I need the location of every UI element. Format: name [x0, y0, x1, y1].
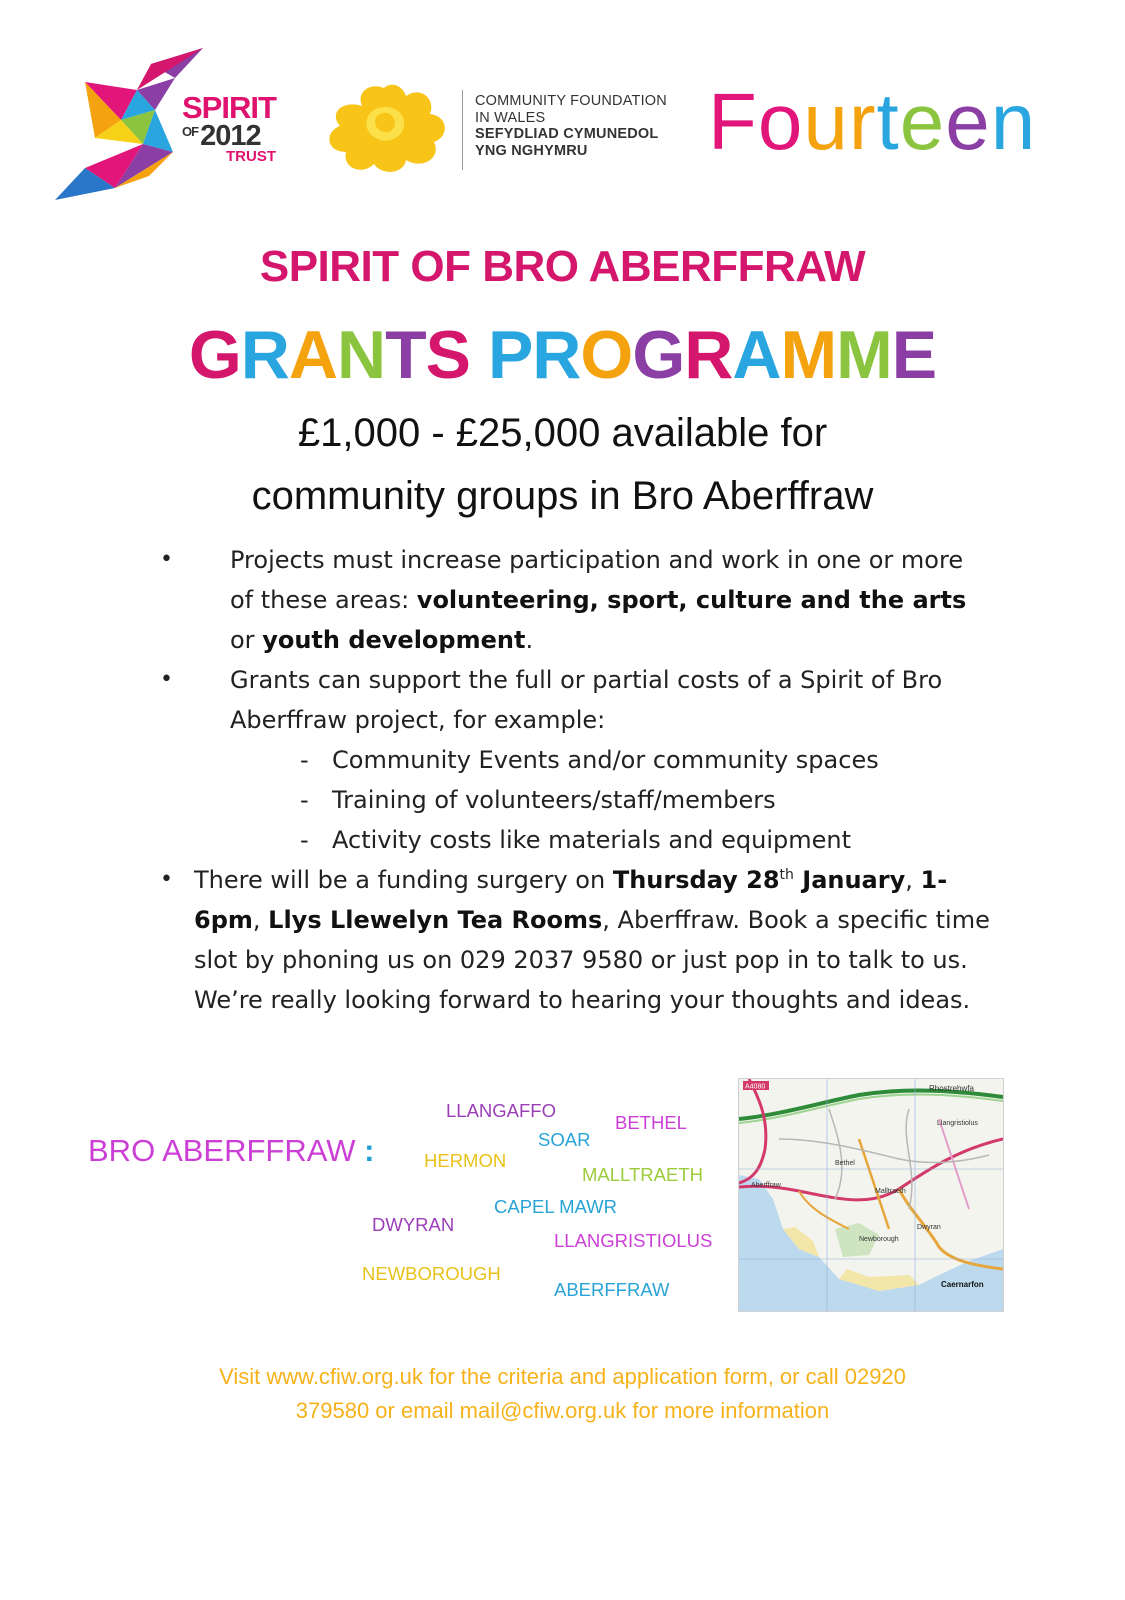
cfw-line1: COMMUNITY FOUNDATION	[475, 93, 667, 109]
map-label-dwyran: Dwyran	[917, 1224, 941, 1231]
places-label-text: BRO ABERFFRAW	[88, 1133, 356, 1168]
fourteen-logo-letter: u	[803, 77, 849, 166]
map-label-bethel: Bethel	[835, 1160, 855, 1167]
bullet-dot: •	[160, 867, 173, 892]
place-soar: SOAR	[538, 1129, 591, 1150]
grants-programme-letter	[470, 317, 488, 393]
bullet-funding-surgery	[160, 860, 990, 1020]
list-item-text: Training of volunteers/staff/members	[332, 786, 776, 814]
fourteen-logo-letter: r	[848, 77, 877, 166]
spirit-of-2012-logo-text	[182, 92, 276, 164]
amount-line-1: £1,000 - £25,000 available for	[297, 411, 828, 455]
dash: -	[300, 746, 309, 774]
spirit-logo-line1: SPIRIT	[182, 90, 276, 125]
list-item-text: Community Events and/or community spaces	[332, 746, 879, 774]
bro-aberffraw-label	[88, 1133, 375, 1169]
grants-programme-letter: O	[580, 317, 633, 393]
map-label-llangristiolus: Llangristiolus	[937, 1120, 978, 1127]
place-llangristiolus: LLANGRISTIOLUS	[554, 1230, 713, 1251]
grants-programme-letter: A	[732, 317, 781, 393]
spirit-logo-line2	[182, 122, 276, 151]
sep: ,	[252, 906, 269, 934]
grants-programme-letter: M	[836, 317, 892, 393]
grants-programme-heading	[0, 316, 1125, 394]
fourteen-logo-letter: e	[899, 77, 946, 166]
spirit-logo-line3: TRUST	[226, 148, 276, 165]
dash: -	[300, 826, 309, 854]
grants-programme-letter: N	[337, 317, 386, 393]
community-foundation-wales-logo	[475, 93, 667, 159]
fourteen-logo	[708, 77, 1037, 166]
page-title: SPIRIT OF BRO ABERFFRAW	[259, 242, 866, 291]
map-road-a4080: A4080	[745, 1083, 766, 1091]
list-item	[300, 820, 990, 860]
footer-line-2: 379580 or email mail@cfiw.org.uk for more information	[295, 1398, 830, 1423]
bullet3-details: , Aberffraw. Book a specific time slot by phoning us on 029 2037 9580 or just pop in to talk to us. We’re really looking forward to hearing your thoughts and ideas.	[194, 906, 990, 1014]
place-hermon: HERMON	[424, 1150, 507, 1171]
daffodil-logo-icon	[318, 82, 450, 176]
map-label-aberffraw: Aberffraw	[751, 1182, 781, 1189]
grants-programme-letter: P	[487, 317, 533, 393]
grants-programme-letter: M	[780, 317, 837, 393]
cfw-line4: YNG NGHYMRU	[475, 142, 588, 159]
fourteen-logo-letter: o	[757, 77, 804, 166]
map-label-malltraeth: Malltraeth	[875, 1188, 906, 1195]
grants-programme-letter: G	[632, 317, 685, 393]
amount-line-2: community groups in Bro Aberffraw	[251, 474, 874, 518]
place-malltraeth: MALLTRAETH	[582, 1164, 703, 1185]
cfw-logo-divider	[462, 90, 463, 170]
sep: ,	[905, 866, 921, 894]
body-text	[160, 540, 990, 1020]
map-label-newborough: Newborough	[859, 1236, 899, 1243]
bullet1-areas: volunteering, sport, culture and the arts	[416, 586, 967, 614]
place-llangaffo: LLANGAFFO	[446, 1100, 556, 1121]
grants-programme-letter: S	[425, 317, 471, 393]
list-item-text: Activity costs like materials and equipment	[332, 826, 852, 854]
surgery-venue: Llys Llewelyn Tea Rooms	[268, 906, 603, 934]
footer-line-1: Visit www.cfiw.org.uk for the criteria and application form, or call 02920	[219, 1364, 906, 1389]
surgery-time: 1-6pm	[194, 866, 948, 934]
place-newborough: NEWBOROUGH	[362, 1263, 501, 1284]
list-item	[300, 740, 990, 780]
place-aberffraw: ABERFFRAW	[554, 1279, 670, 1300]
places-label-colon: :	[364, 1133, 375, 1168]
bullet1-or: or	[230, 626, 263, 654]
spirit-logo-of: OF	[182, 124, 199, 139]
fourteen-logo-letter: F	[708, 77, 758, 166]
spirit-logo-year: 2012	[200, 120, 261, 152]
cfw-line3: SEFYDLIAD CYMUNEDOL	[475, 126, 659, 142]
grants-programme-letter: E	[891, 317, 937, 393]
cfw-line2: IN WALES	[475, 109, 546, 126]
bullet2-text: Grants can support the full or partial costs of a Spirit of Bro Aberffraw project, for example:	[230, 666, 943, 734]
place-dwyran: DWYRAN	[372, 1214, 455, 1235]
area-map	[738, 1078, 1004, 1312]
place-capel-mawr: CAPEL MAWR	[494, 1196, 618, 1217]
surgery-day: Thursday 28	[612, 866, 780, 894]
grants-programme-letter: R	[532, 317, 581, 393]
bullet-grant-costs	[160, 660, 990, 740]
examples-list	[160, 740, 990, 860]
bullet1-youth: youth development	[262, 626, 526, 654]
dash: -	[300, 786, 309, 814]
bullet-dot: •	[160, 667, 173, 692]
map-label-rhostrehwfa: Rhostrehwfa	[929, 1084, 974, 1093]
footer-contact	[0, 1360, 1125, 1428]
amount-heading	[0, 402, 1125, 528]
grants-programme-letter: R	[240, 317, 289, 393]
bullet-participation	[160, 540, 990, 660]
surgery-month: January	[793, 866, 906, 894]
bullet-dot: •	[160, 547, 173, 572]
place-bethel: BETHEL	[615, 1112, 687, 1133]
fourteen-logo-letter: n	[990, 77, 1037, 166]
bullet1-end: .	[525, 626, 534, 654]
list-item	[300, 780, 990, 820]
grants-programme-letter: A	[288, 317, 338, 393]
bullet1-text: Projects must increase participation and work in one or more of these areas:	[230, 546, 964, 614]
grants-programme-letter: G	[188, 317, 241, 393]
grants-programme-letter: T	[385, 317, 426, 393]
fourteen-logo-letter: t	[876, 77, 900, 166]
surgery-day-suffix: th	[779, 867, 794, 883]
grants-programme-letter: R	[684, 317, 733, 393]
fourteen-logo-letter: e	[945, 77, 991, 166]
bullet3-text: There will be a funding surgery on	[194, 866, 613, 894]
map-label-caernarfon: Caernarfon	[941, 1280, 984, 1289]
